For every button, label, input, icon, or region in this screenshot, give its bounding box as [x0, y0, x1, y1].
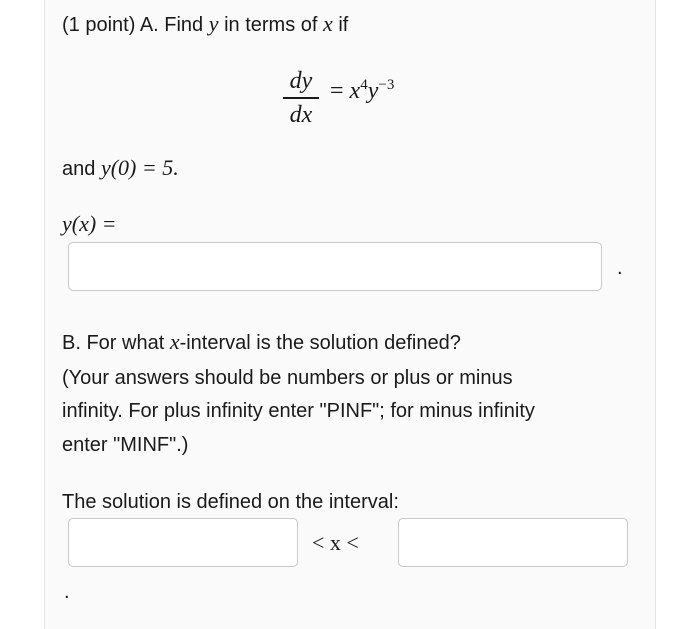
inequality-text: < x <: [312, 530, 359, 555]
trailing-period: .: [64, 581, 70, 603]
prompt-text: B. For what: [62, 332, 170, 354]
inequality-label: [312, 531, 359, 555]
part-b-line-4: enter "MINF".): [62, 434, 189, 456]
prompt-text: if: [332, 14, 349, 36]
part-b-line-1: [62, 330, 461, 355]
fraction-bar: [283, 97, 319, 99]
var-x: x: [323, 11, 333, 36]
base-y: y: [367, 78, 379, 104]
prompt-text: in terms of: [218, 14, 323, 36]
equals-sign: =: [330, 78, 350, 104]
equation-rhs: [330, 76, 394, 109]
prompt-text: and: [62, 158, 101, 180]
answer-label-math: y(x) =: [62, 211, 117, 236]
initial-condition: [62, 156, 179, 181]
fraction-denominator: dx: [289, 101, 313, 128]
answer-label: [62, 212, 117, 237]
interval-lower-input[interactable]: [68, 518, 298, 567]
initial-condition-math: y(0) = 5.: [100, 155, 179, 180]
part-b-line-2: (Your answers should be numbers or plus or minus: [62, 367, 513, 389]
base-x: x: [349, 78, 361, 104]
derivative-fraction: [283, 68, 319, 128]
interval-upper-input[interactable]: [398, 518, 628, 567]
prompt-text: (1 point) A. Find: [62, 14, 209, 36]
fraction-numerator: dy: [289, 68, 313, 94]
trailing-period: .: [617, 257, 623, 279]
var-x: x: [169, 329, 180, 354]
exponent-x: 4: [360, 77, 368, 93]
part-a-prompt: [62, 12, 348, 37]
var-y: y: [208, 11, 219, 36]
interval-prompt: The solution is defined on the interval:: [62, 491, 399, 513]
answer-input-yx[interactable]: [68, 242, 602, 291]
prompt-text: -interval is the solution defined?: [179, 332, 461, 354]
exponent-y: −3: [378, 77, 395, 93]
part-b-line-3: infinity. For plus infinity enter "PINF"; for minus infinity: [62, 400, 535, 422]
